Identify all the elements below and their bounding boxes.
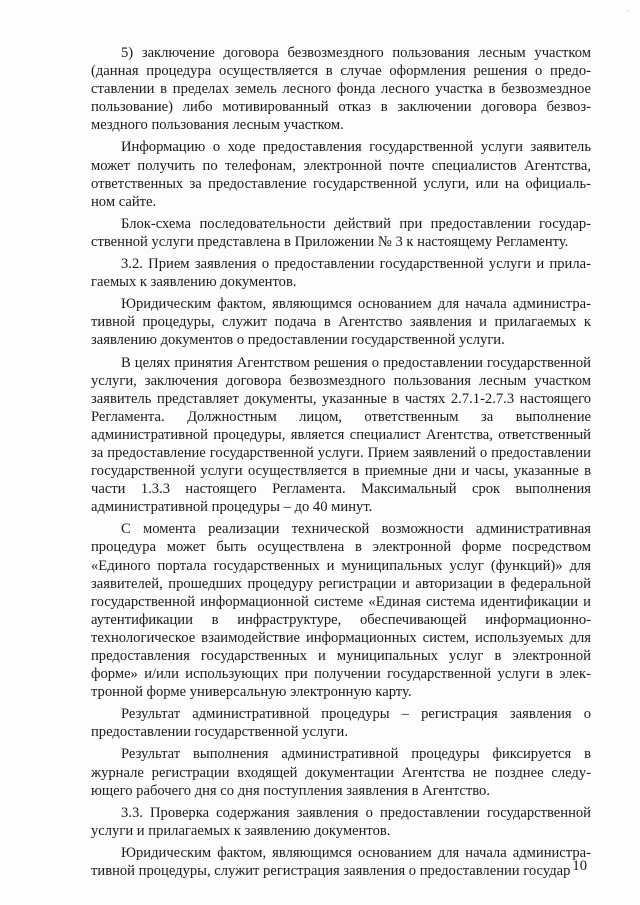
paragraph-11: Юридическим фактом, являющимся основанием для начала административной процедуры, служит регистрация заявления о предоставлении государ	[91, 844, 591, 880]
paragraph-8: Результат административной процедуры – регистрация заявления о предоставлении государственной услуги.	[91, 706, 591, 741]
paragraph-1: 5) заключение договора безвозмездного пользования лесным участком (данная процедура осуществляется в случае оформления решения о предоставлении в пределах земель лесного фонда лесного участка в безвозмездное пользование) либо мотивированный отказ в заключении договора безвозмездного пользования лесным участком.	[91, 45, 591, 134]
paragraph-9: Результат выполнения административной процедуры фиксируется в журнале регистрации входящей документации Агентства не позднее следующего рабочего дня со дня поступления заявления в Агентство.	[91, 746, 591, 799]
document-body	[91, 44, 591, 884]
scan-corner-mark: ·	[626, 7, 629, 16]
paragraph-6: В целях принятия Агентством решения о предоставлении государственной услуги, заключения договора безвозмездного пользования лесным участком заявитель представляет документы, указанные в частях 2.7.1-2.7.3 настоящего Регламента. Должностным лицом, ответственным за выполнение административной процедуры, является специалист Агентства, ответственный за предоставление государственной услуги. Прием заявлений о предоставлении государственной услуги осуществляется в приемные дни и часы, указанные в части 1.3.3 настоящего Регламента. Максимальный срок выполнения административной процедуры – до 40 минут.	[91, 354, 591, 516]
section-heading-3-3: 3.3. Проверка содержания заявления о предоставлении государственной услуги и прилагаемых к заявлению документов.	[91, 804, 591, 839]
section-heading-3-2: 3.2. Прием заявления о предоставлении государственной услуги и прилагаемых к заявлению документов.	[91, 256, 591, 291]
paragraph-5: Юридическим фактом, являющимся основанием для начала административной процедуры, служит подача в Агентство заявления и прилагаемых к заявлению документов о предоставлении государственной услуги.	[91, 296, 591, 349]
paragraph-3: Блок-схема последовательности действий при предоставлении государственной услуги представлена в Приложении № 3 к настоящему Регламенту.	[91, 215, 591, 250]
page-number: 10	[572, 858, 587, 874]
paragraph-7: С момента реализации технической возможности административная процедура может быть осуществлена в электронной форме посредством «Единого портала государственных и муниципальных услуг (функций)» для заявителей, прошедших процедуру регистрации и авторизации в федеральной государственной информационной системе «Единая система идентификации и аутентификации в инфраструктуре, обеспечивающей информационно-технологическое взаимодействие информационных систем, используемых для предоставления государственных и муниципальных услуг в электронной форме» и/или использующих при получении государственной услуги в электронной форме универсальную электронную карту.	[91, 521, 591, 701]
paragraph-2: Информацию о ходе предоставления государственной услуги заявитель может получить по телефонам, электронной почте специалистов Агентства, ответственных за предоставление государственной услуги, или на официальном сайте.	[91, 139, 591, 210]
